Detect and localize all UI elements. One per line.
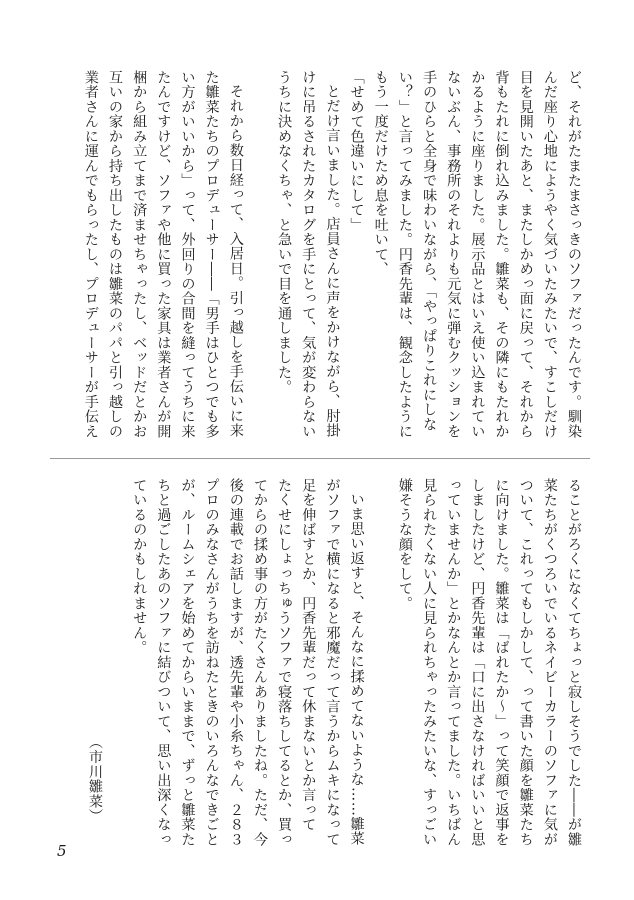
text-line: しましたけど、円香先輩は「口に出さなければいいと思: [469, 478, 486, 847]
text-line: いま思い返すと、そんなに揉めてないような……雛菜: [348, 492, 365, 847]
text-line: うちに決めなくちゃ、と急いで目を通しました。: [276, 70, 293, 395]
text-line: たんですけど、ソファや他に買った家具は業者さんが開: [155, 70, 172, 439]
text-line: たくせにしょっちゅうソファで寝落ちしてるとか、買っ: [276, 478, 293, 847]
text-line: 嫌そうな顔をして。: [396, 478, 413, 611]
section-divider: [50, 458, 590, 459]
text-line: 足を伸ばすとか、円香先輩だって休まないとか言って: [300, 478, 317, 832]
text-line: 業者さんに運んでもらったし、プロデューサーが手伝え: [82, 70, 99, 439]
text-line: ちと過ごしたあのソファに結びついて、思い出深くなっ: [155, 478, 172, 847]
text-line: ど、それがたまたまさっきのソファだったんです。馴染: [566, 70, 582, 439]
text-line: に向けました。雛菜は「ばれたか～」って笑顔で返事を: [493, 478, 510, 847]
text-line: 梱から組み立てまで済ませちゃったし、ベッドだとかお: [131, 70, 148, 439]
text-line: い？」と言ってみました。円香先輩は、観念したように: [396, 70, 413, 439]
text-line: ているのかもしれません。: [131, 478, 148, 655]
text-line: プロのみなさんがうちを訪ねたときのいろんなできごと: [203, 478, 220, 847]
upper-text-block: [79, 70, 586, 442]
text-line: た雛菜たちのプロデューサー――「男手はひとつでも多: [203, 70, 220, 439]
text-line: 互いの家から持ち出したものは雛菜のパパと引っ越しの: [107, 70, 124, 439]
blank-line: [248, 70, 272, 442]
text-line: 背もたれに倒れ込みました。雛菜も、その隣にもたれか: [493, 70, 510, 439]
author-signature: （市川雛菜）: [87, 735, 103, 824]
text-line: っていませんか」とかなんとか言ってました。いちばん: [445, 478, 462, 847]
text-line: 後の連載でお話しますが、透先輩や小糸ちゃん、２８３: [227, 478, 244, 847]
text-line: ついて、これってもしかして、って書いた顔を雛菜たち: [517, 478, 534, 847]
text-line: 手のひらと全身で味わいながら、「やっぱりこれにしな: [421, 70, 438, 432]
text-line: が、ルームシェアを始めてからいままで、ずっと雛菜た: [179, 478, 196, 847]
page-number: 5: [57, 842, 67, 860]
text-line: んだ座り心地にようやく気づいたみたいで、すこしだけ: [541, 70, 558, 439]
text-line: かるように座りました。展示品とはいえ使い込まれてい: [469, 70, 486, 439]
text-line: てからの揉め事の方がたくさんありましたね。ただ、今: [251, 478, 268, 847]
text-line: がソファで横になると邪魔だって言うからムキになって: [324, 478, 341, 847]
text-line: もう一度だけため息を吐いて、: [372, 70, 389, 277]
dialogue-line: 「せめて色違いにして」: [348, 70, 365, 233]
text-line: い方がいいから」って、外回りの合間を縫ってうちに来: [179, 70, 196, 439]
blank-line: [369, 478, 393, 852]
text-line: けに吊るされたカタログを手にとって、気が変わらない: [300, 70, 317, 439]
text-line: ることがろくになくてちょっと寂しそうでした――が雛: [566, 478, 582, 847]
text-line: ないぶん、事務所のそれよりも元気に弾むクッションを: [445, 70, 462, 439]
text-line: 菜たちがくつろいでいるネイビーカラーのソファに気が: [541, 478, 558, 847]
text-line: とだけ言いました。店員さんに声をかけながら、肘掛: [324, 84, 341, 439]
text-line: 見られたくない人に見られちゃったみたいな、すっごい: [421, 478, 438, 847]
text-line: それから数日経って、入居日。引っ越しを手伝いに来: [227, 84, 244, 439]
text-line: 目を見開いたあと、またしかめっ面に戻って、それから: [517, 70, 534, 439]
lower-text-block: [127, 478, 586, 852]
